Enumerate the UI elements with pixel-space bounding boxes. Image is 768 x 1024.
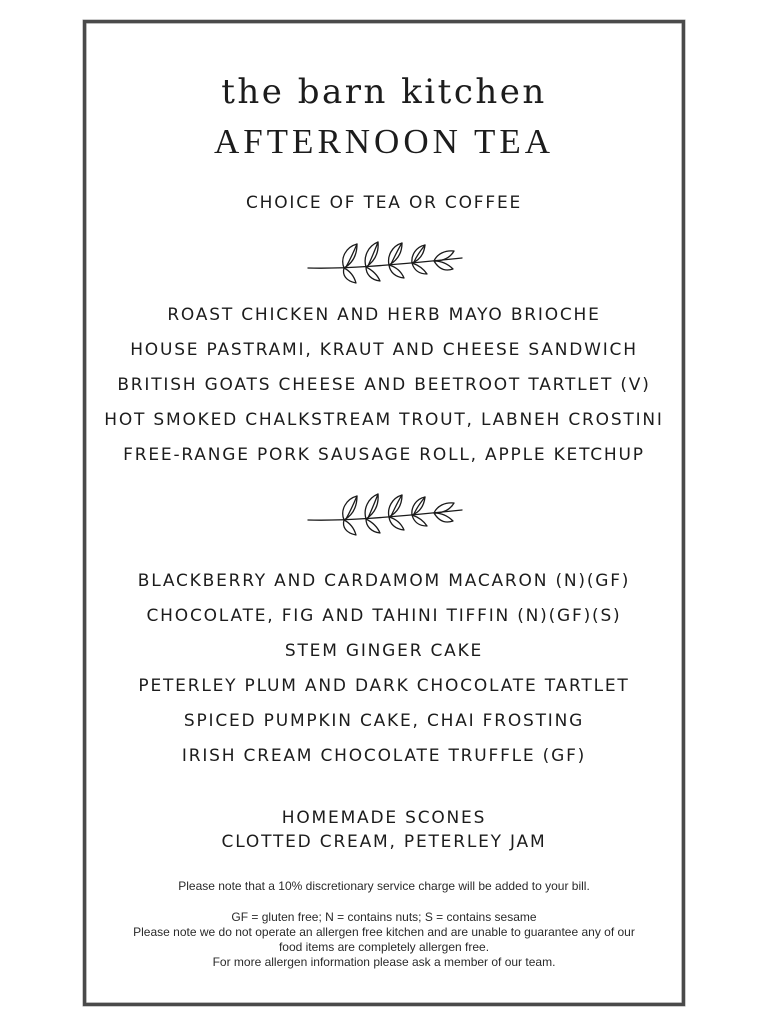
service-charge-note: Please note that a 10% discretionary service charge will be added to your bill. — [178, 879, 590, 893]
allergen-disclaimer-line: food items are completely allergen free. — [278, 940, 490, 954]
list-item: CHOCOLATE, FIG AND TAHINI TIFFIN (N)(GF)(S) — [146, 606, 622, 626]
list-item: STEM GINGER CAKE — [284, 641, 484, 661]
list-item: HOT SMOKED CHALKSTREAM TROUT, LABNEH CROSTINI — [104, 410, 664, 430]
savory-list — [0, 302, 768, 477]
allergen-key: GF = gluten free; N = contains nuts; S = contains sesame — [231, 910, 537, 924]
sweet-list — [0, 568, 768, 778]
list-item: HOUSE PASTRAMI, KRAUT AND CHEESE SANDWICH — [130, 340, 638, 360]
leaf-sprig-icon — [304, 490, 466, 536]
list-item: PETERLEY PLUM AND DARK CHOCOLATE TARTLET — [138, 676, 630, 696]
scones-accompaniment: CLOTTED CREAM, PETERLEY JAM — [221, 832, 547, 852]
allergen-disclaimer-line: Please note we do not operate an allergen free kitchen and are unable to guarantee any of our — [133, 925, 635, 939]
scones-title: HOMEMADE SCONES — [281, 808, 487, 828]
allergen-notes — [0, 910, 768, 970]
list-item: BLACKBERRY AND CARDAMOM MACARON (N)(GF) — [137, 571, 631, 591]
restaurant-name: the barn kitchen — [221, 72, 547, 112]
list-item: FREE-RANGE PORK SAUSAGE ROLL, APPLE KETCHUP — [123, 445, 645, 465]
scones-section — [0, 806, 768, 854]
list-item: SPICED PUMPKIN CAKE, CHAI FROSTING — [183, 711, 585, 731]
allergen-info-line: For more allergen information please ask a member of our team. — [212, 955, 556, 969]
tea-choice-line: CHOICE OF TEA OR COFFEE — [245, 193, 523, 213]
leaf-sprig-icon — [304, 238, 466, 284]
menu-title: AFTERNOON TEA — [213, 122, 555, 161]
list-item: BRITISH GOATS CHEESE AND BEETROOT TARTLET (V) — [117, 375, 651, 395]
list-item: ROAST CHICKEN AND HERB MAYO BRIOCHE — [167, 305, 601, 325]
list-item: IRISH CREAM CHOCOLATE TRUFFLE (GF) — [181, 746, 587, 766]
